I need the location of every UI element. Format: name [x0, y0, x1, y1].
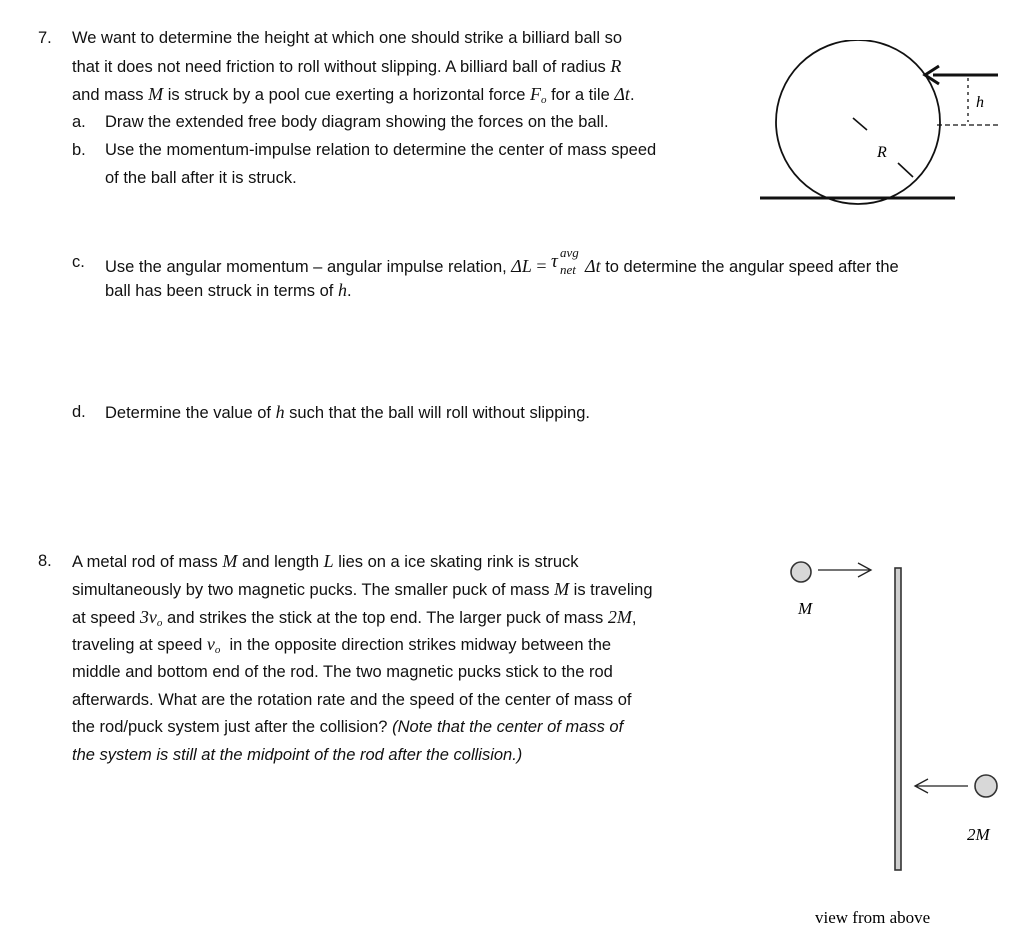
q8-line-7 [72, 717, 623, 737]
q8-line-4-text-b: in the opposite direction strikes midway between the [220, 636, 612, 654]
q7-part-c-label: c. [72, 253, 85, 271]
radius-line-inner [853, 118, 867, 130]
q8-line-1 [72, 551, 579, 572]
q7-part-c-text-a: Use the angular momentum – angular impulse relation, [105, 258, 512, 276]
equals-sign: = [531, 256, 552, 276]
q8-line-5: middle and bottom end of the rod. The two magnetic pucks stick to the rod [72, 663, 613, 681]
q7-intro-line-3 [72, 84, 635, 110]
tau-subscript: net [560, 262, 576, 277]
tau-superscript: avg [560, 245, 579, 260]
radius-variable: R [610, 56, 622, 76]
large-puck-speed: v [206, 634, 215, 654]
rod-length-variable: L [323, 551, 334, 571]
q7-part-a-text: Draw the extended free body diagram showing the forces on the ball. [105, 113, 609, 131]
q8-line-4 [72, 634, 611, 660]
q8-line-2-text-b: is traveling [569, 581, 653, 599]
small-puck-mass-variable: M [554, 579, 570, 599]
q7-intro-line-2 [72, 56, 621, 77]
height-label: h [976, 94, 984, 111]
delta-t: Δt [614, 84, 630, 104]
q7-part-c-text-b: to determine the angular speed after the [600, 258, 899, 276]
mass-variable: M [148, 84, 164, 104]
h-variable-d: h [275, 402, 285, 422]
q8-line-2-text-a: simultaneously by two magnetic pucks. The smaller puck of mass [72, 581, 555, 599]
delta-t-c: Δt [585, 256, 601, 276]
q7-part-c-line-1 [105, 245, 899, 277]
large-puck-circle [975, 775, 997, 797]
billiard-ball-diagram [755, 40, 1005, 210]
q7-part-b-line-2: of the ball after it is struck. [105, 169, 297, 187]
q7-intro-line-3-text-b: is struck by a pool cue exerting a horizontal force [163, 86, 530, 104]
q7-part-a-label: a. [72, 113, 86, 131]
large-puck-speed-subscript: o [214, 644, 221, 656]
tau-glyph: τ [551, 251, 558, 272]
small-puck-speed: 3v [139, 607, 157, 627]
rod-pucks-diagram [780, 550, 1020, 935]
q8-line-4-text-a: traveling at speed [72, 636, 207, 654]
q7-intro-line-3-text-a: and mass [72, 86, 149, 104]
radius-label: R [877, 144, 887, 161]
q7-part-b-line-1: Use the momentum-impulse relation to determine the center of mass speed [105, 141, 657, 159]
metal-rod [895, 568, 901, 870]
q8-line-7-text-a: the rod/puck system just after the collision? [72, 718, 393, 736]
q7-intro-line-3-text-c: for a tile [546, 86, 615, 104]
q8-line-2 [72, 579, 653, 600]
q8-line-1-text-b: and length [237, 553, 324, 571]
q8-line-3 [72, 607, 636, 633]
q7-part-c-line-2-end: . [346, 282, 352, 300]
angular-momentum-delta: ΔL [511, 256, 532, 276]
q8-note-start: (Note that the center of mass of [392, 718, 624, 736]
force-variable: F [529, 84, 541, 104]
small-puck-circle [791, 562, 811, 582]
q8-line-3-text-b: and strikes the stick at the top end. The larger puck of mass [162, 609, 608, 627]
q8-number: 8. [38, 552, 52, 570]
h-variable-c: h [337, 280, 347, 300]
view-caption: view from above [815, 908, 931, 927]
rod-mass-variable: M [222, 551, 238, 571]
q7-part-d-text-a: Determine the value of [105, 404, 276, 422]
large-puck-mass-variable: 2M [607, 607, 632, 627]
q8-line-1-text-a: A metal rod of mass [72, 553, 223, 571]
q7-number: 7. [38, 29, 52, 47]
q7-part-d-text-b: such that the ball will roll without slipping. [284, 404, 590, 422]
force-subscript: o [540, 94, 547, 106]
q8-line-6: afterwards. What are the rotation rate and the speed of the center of mass of [72, 691, 632, 709]
q8-line-1-text-c: lies on a ice skating rink is struck [333, 553, 579, 571]
radius-line-outer [898, 163, 913, 177]
q8-line-3-text-a: at speed [72, 609, 140, 627]
q7-part-d-label: d. [72, 403, 86, 421]
q7-part-b-label: b. [72, 141, 86, 159]
q8-line-8: the system is still at the midpoint of the rod after the collision.) [72, 746, 523, 764]
q7-part-c-line-2-text: ball has been struck in terms of [105, 282, 338, 300]
torque-symbol [551, 245, 585, 277]
large-puck-label: 2M [967, 825, 990, 844]
small-puck-label: M [798, 599, 813, 618]
q7-intro-line-1: We want to determine the height at which one should strike a billiard ball so [72, 29, 623, 47]
small-puck-speed-subscript: o [156, 617, 163, 629]
q8-line-3-text-c: , [631, 609, 637, 627]
q7-intro-line-2-text: that it does not need friction to roll without slipping. A billiard ball of radius [72, 58, 611, 76]
q7-intro-line-3-end: . [629, 86, 635, 104]
q7-part-d-text [105, 402, 590, 423]
q7-part-c-line-2 [105, 280, 352, 301]
